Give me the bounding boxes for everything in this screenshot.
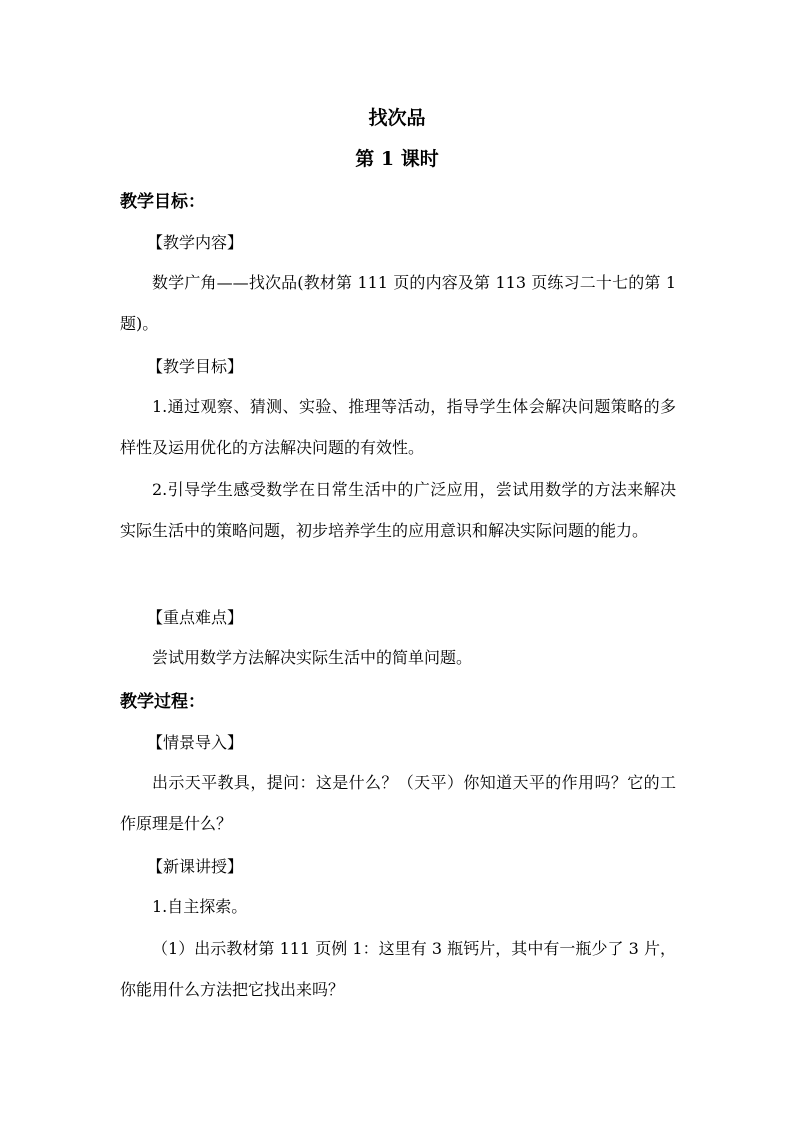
intro-label: 【情景导入】 (147, 733, 244, 752)
process-heading: 教学过程： (120, 692, 205, 712)
content-paragraph: 数学广角——找次品(教材第 111 页的内容及第 113 页练习二十七的第 1 题)。 (120, 273, 676, 333)
document-subtitle: 第 1 课时 (355, 148, 439, 170)
key-points-paragraph: 尝试用数学方法解决实际生活中的简单问题。 (152, 648, 473, 667)
key-points-label: 【重点难点】 (147, 608, 244, 627)
objective-1-paragraph: 1.通过观察、猜测、实验、推理等活动，指导学生体会解决问题策略的多样性及运用优化的方法解决问题的有效性。 (120, 397, 676, 457)
objectives-label: 【教学目标】 (147, 357, 244, 376)
step-1-item-1-paragraph: （1）出示教材第 111 页例 1：这里有 3 瓶钙片，其中有一瓶少了 3 片，你能用什么方法把它找出来吗？ (120, 939, 676, 999)
step-1-paragraph: 1.自主探索。 (152, 897, 248, 916)
content-label: 【教学内容】 (147, 233, 244, 252)
intro-paragraph: 出示天平教具，提问：这是什么？（天平）你知道天平的作用吗？它的工作原理是什么？ (120, 773, 676, 833)
lesson-label: 【新课讲授】 (147, 857, 244, 876)
objective-2-paragraph: 2.引导学生感受数学在日常生活中的广泛应用，尝试用数学的方法来解决实际生活中的策略问题，初步培养学生的应用意识和解决实际问题的能力。 (120, 480, 676, 540)
document-title: 找次品 (368, 107, 426, 129)
goals-heading: 教学目标： (120, 192, 205, 212)
